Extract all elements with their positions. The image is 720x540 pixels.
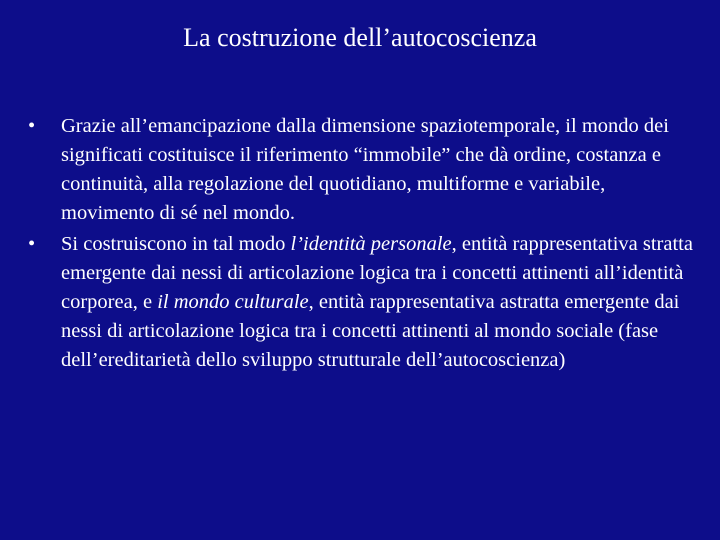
bullet-item-identita (28, 230, 698, 375)
emphasis-identita-personale: l’identità personale (290, 233, 452, 255)
bullet-text: Si costruiscono in tal modo (61, 233, 291, 255)
emphasis-mondo-culturale: il mondo culturale (157, 291, 309, 313)
bullet-icon: • (28, 115, 36, 137)
bullet-text: , entità rappresentativa astratta emergente dai nessi di articolazione logica tra i concetti attinenti al mondo sociale (fase dell’ereditarietà dello sviluppo strutturale dell’autocoscienza) (61, 291, 680, 371)
bullet-list (28, 112, 698, 377)
slide-title: La costruzione dell’autocoscienza (183, 23, 537, 52)
bullet-icon: • (28, 233, 36, 255)
bullet-item-emancipazione (28, 112, 698, 228)
bullet-text: Grazie all’emancipazione dalla dimensione spaziotemporale, il mondo dei significati costituisce il riferimento “immobile” che dà ordine, costanza e continuità, alla regolazione del quotidiano, multiforme e variabile, movimento di sé nel mondo. (61, 115, 669, 224)
bullet-text: , entità rappresentativa stratta emergente dai nessi di articolazione logica tra i concetti attinenti all’identità corporea, e (61, 233, 693, 313)
